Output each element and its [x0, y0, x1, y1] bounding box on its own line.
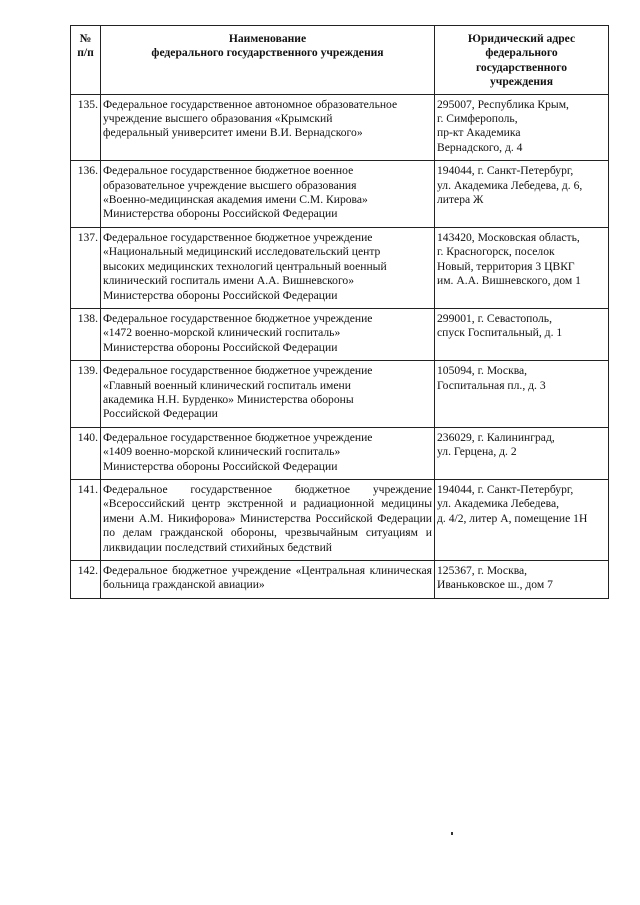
address-line: 143420, Московская область, — [437, 230, 580, 244]
name-line: «Национальный медицинский исследовательский центр — [103, 245, 381, 259]
name-line: «Главный военный клинический госпиталь имени — [103, 378, 351, 392]
header-number-line: п/п — [77, 46, 94, 60]
institution-address — [435, 561, 609, 599]
name-line: образовательное учреждение высшего образования — [103, 178, 357, 192]
name-line: Федеральное государственное бюджетное учреждение — [103, 230, 373, 244]
name-line: Федеральное государственное бюджетное учреждение — [103, 311, 373, 325]
address-line: д. 4/2, литер А, помещение 1Н — [437, 511, 588, 525]
address-line: Вернадского, д. 4 — [437, 140, 523, 154]
institution-name — [101, 308, 435, 360]
row-number: 136. — [71, 161, 101, 228]
address-line: 194044, г. Санкт-Петербург, — [437, 482, 574, 496]
institution-address — [435, 479, 609, 560]
address-line: г. Красногорск, поселок — [437, 245, 555, 259]
institutions-table — [70, 25, 609, 599]
table-row — [71, 561, 609, 599]
header-number-line: № — [79, 32, 92, 45]
name-line: «Военно-медицинская академия имени С.М. Кирова» — [103, 193, 368, 207]
address-line: спуск Госпитальный, д. 1 — [437, 326, 563, 340]
name-line: Федеральное государственное автономное образовательное — [103, 97, 398, 111]
header-address-line: учреждения — [490, 75, 553, 89]
address-line: Госпитальная пл., д. 3 — [437, 378, 546, 392]
row-number: 138. — [71, 308, 101, 360]
institution-name — [101, 94, 435, 161]
institution-name — [101, 361, 435, 428]
name-paragraph: Федеральное государственное бюджетное учреждение «Всероссийский центр экстренной и радиационной медицины имени А.М. Никифорова» Министерства Российской Федерации по делам гражданской обороны, чрезвычайным ситуациям и ликвидации последствий стихийных бедствий — [103, 482, 432, 554]
institution-name — [101, 479, 435, 560]
table-row — [71, 227, 609, 308]
institution-name — [101, 561, 435, 599]
name-line: «1409 военно-морской клинический госпиталь» — [103, 445, 341, 459]
table-row — [71, 308, 609, 360]
address-line: ул. Академика Лебедева, д. 6, — [437, 178, 583, 192]
name-paragraph: Федеральное бюджетное учреждение «Центральная клиническая больница гражданской авиации» — [103, 564, 432, 592]
table-row — [71, 94, 609, 161]
header-address-line: Юридический адрес — [467, 32, 576, 45]
address-line: литера Ж — [437, 193, 484, 207]
name-line: Федеральное государственное бюджетное учреждение — [103, 364, 373, 378]
table-row — [71, 479, 609, 560]
address-line: ул. Герцена, д. 2 — [437, 445, 517, 459]
name-line: Федеральное государственное бюджетное военное — [103, 164, 354, 178]
address-line: Иваньковское ш., дом 7 — [437, 578, 553, 592]
address-line: 105094, г. Москва, — [437, 364, 528, 378]
institution-name — [101, 427, 435, 479]
row-number: 135. — [71, 94, 101, 161]
address-line: 194044, г. Санкт-Петербург, — [437, 164, 574, 178]
name-line: высоких медицинских технологий центральный военный — [103, 259, 387, 273]
address-line: 236029, г. Калининград, — [437, 430, 555, 444]
name-line: Министерства обороны Российской Федерации — [103, 288, 338, 302]
name-line: «1472 военно-морской клинический госпиталь» — [103, 326, 341, 340]
address-line: 299001, г. Севастополь, — [437, 311, 552, 325]
table-row — [71, 427, 609, 479]
institution-address — [435, 227, 609, 308]
header-address-line: федерального — [485, 46, 558, 60]
header-name-line: Наименование — [228, 32, 307, 45]
row-number: 141. — [71, 479, 101, 560]
row-number: 140. — [71, 427, 101, 479]
institution-name — [101, 227, 435, 308]
header-address-line: государственного — [475, 60, 568, 74]
table-row — [71, 361, 609, 428]
address-line: ул. Академика Лебедева, — [437, 497, 560, 511]
institution-address — [435, 94, 609, 161]
institution-name — [101, 161, 435, 228]
header-name — [101, 26, 435, 95]
header-name-line: федерального государственного учреждения — [151, 46, 384, 60]
name-line: клинический госпиталь имени А.А. Вишневского» — [103, 274, 355, 288]
header-address — [435, 26, 609, 95]
address-line: г. Симферополь, — [437, 112, 518, 126]
name-line: Министерства обороны Российской Федерации — [103, 459, 338, 473]
institution-address — [435, 361, 609, 428]
address-line: им. А.А. Вишневского, дом 1 — [437, 274, 581, 288]
header-number — [71, 26, 101, 95]
address-line: пр-кт Академика — [437, 126, 521, 140]
name-line: Министерства обороны Российской Федерации — [103, 340, 338, 354]
name-line: Федеральное государственное бюджетное учреждение — [103, 430, 373, 444]
name-line: учреждение высшего образования «Крымский — [103, 112, 333, 126]
table-row — [71, 161, 609, 228]
name-line: академика Н.Н. Бурденко» Министерства обороны — [103, 392, 354, 406]
row-number: 142. — [71, 561, 101, 599]
row-number: 137. — [71, 227, 101, 308]
address-line: Новый, территория 3 ЦВКГ — [437, 259, 575, 273]
institution-address — [435, 427, 609, 479]
institution-address — [435, 161, 609, 228]
name-line: Российской Федерации — [103, 407, 218, 421]
name-line: Министерства обороны Российской Федерации — [103, 207, 338, 221]
scan-speck — [451, 832, 453, 835]
row-number: 139. — [71, 361, 101, 428]
address-line: 295007, Республика Крым, — [437, 97, 569, 111]
name-line: федеральный университет имени В.И. Вернадского» — [103, 126, 363, 140]
institution-address — [435, 308, 609, 360]
table-header-row — [71, 26, 609, 95]
address-line: 125367, г. Москва, — [437, 564, 528, 577]
